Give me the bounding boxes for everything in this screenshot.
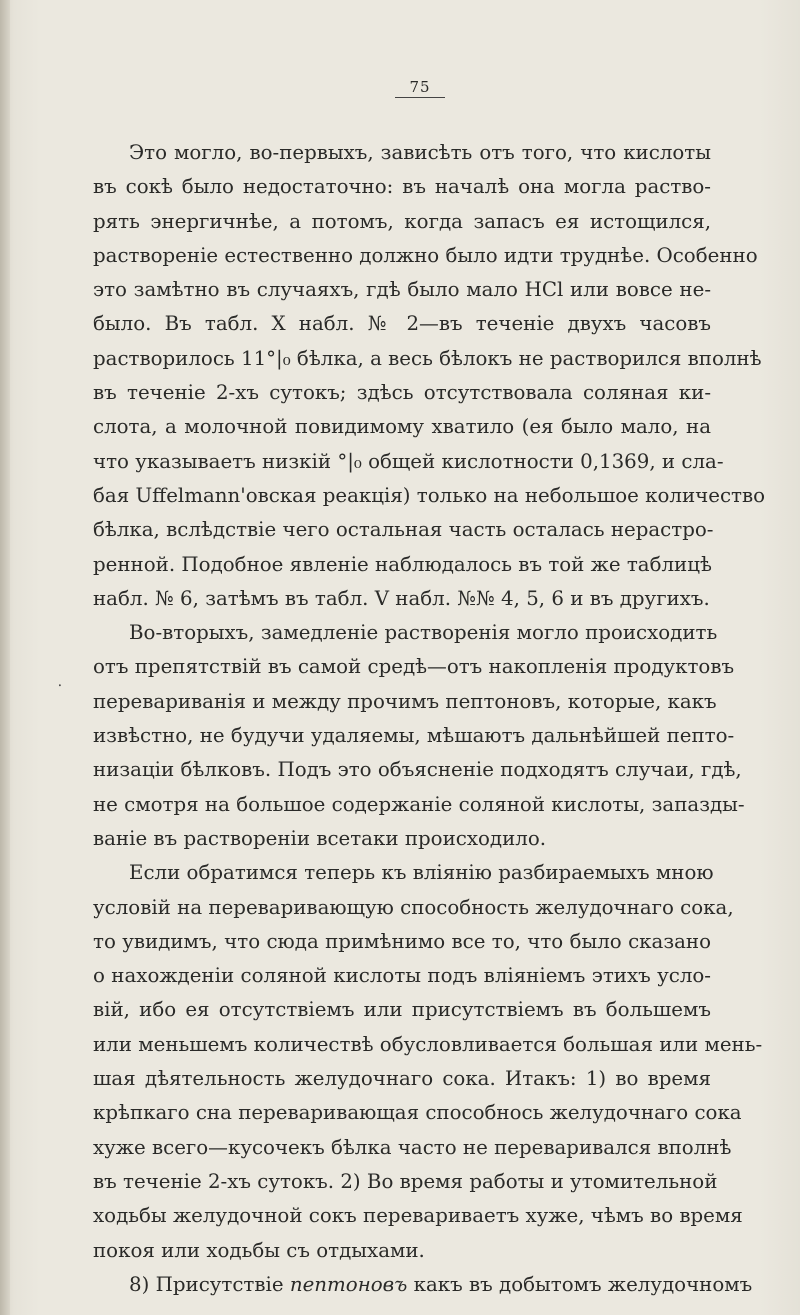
text-line: слота, а молочной повидимому хватило (ея было мало, на [93, 415, 711, 439]
text-line: ваніе въ раствореніи всетаки происходило. [93, 826, 547, 850]
text-line: извѣстно, не будучи удаляемы, мѣшаютъ дальнѣйшей пепто- [93, 724, 735, 748]
text-line: шая дѣятельность желудочнаго сока. Итакъ: 1) во время [93, 1067, 711, 1091]
body-text [93, 136, 766, 1302]
margin-mark: ⸱ [58, 678, 62, 694]
text-run: 8) Присутствіе [129, 1272, 290, 1296]
text-line: ренной. Подобное явленіе наблюдалось въ той же таблицѣ [93, 552, 712, 576]
text-line: ходьбы желудочной сокъ перевариваетъ хуже, чѣмъ во время [93, 1204, 743, 1228]
text-line: въ сокѣ было недостаточно: въ началѣ она могла раство- [93, 175, 711, 199]
italic-term: пептоновъ [289, 1272, 408, 1296]
text-line: вій, ибо ея отсутствіемъ или присутствіемъ въ большемъ [93, 998, 711, 1022]
text-line: что указываетъ низкій °|₀ общей кислотности 0,1369, и сла- [93, 449, 724, 473]
text-line: то увидимъ, что сюда примѣнимо все то, что было сказано [93, 929, 711, 953]
text-line: въ теченіе 2-хъ сутокъ; здѣсь отсутствовала соляная ки- [93, 381, 711, 405]
page-number [0, 78, 800, 98]
text-line: не смотря на большое содержаніе соляной кислоты, запазды- [93, 792, 745, 816]
text-line: это замѣтно въ случаяхъ, гдѣ было мало НСl или вовсе не- [93, 278, 711, 302]
text-line: покоя или ходьбы съ отдыхами. [93, 1238, 425, 1262]
text-line: набл. № 6, затѣмъ въ табл. V набл. №№ 4, 5, 6 и въ другихъ. [93, 586, 710, 610]
text-line: крѣпкаго сна переваривающая способнось желудочнаго сока [93, 1101, 742, 1125]
text-line [93, 1268, 753, 1302]
text-line: Это могло, во-первыхъ, зависѣть отъ того, что кислоты [129, 141, 711, 164]
text-line: перевариванія и между прочимъ пептоновъ, которые, какъ [93, 689, 717, 713]
text-line: растворилось 11°|₀ бѣлка, а весь бѣлокъ не растворился вполнѣ [93, 346, 762, 370]
text-line: о нахожденіи соляной кислоты подъ вліяніемъ этихъ усло- [93, 964, 711, 988]
text-line: въ теченіе 2-хъ сутокъ. 2) Во время работы и утомительной [93, 1169, 718, 1193]
text-line: бая Uffelmann'овская реакція) только на небольшое количество [93, 483, 766, 507]
text-line: условій на переваривающую способность желудочнаго сока, [93, 895, 734, 919]
text-run: какъ въ добытомъ желудочномъ [407, 1272, 753, 1296]
page-number-text: 75 [395, 78, 444, 98]
text-line: Во-вторыхъ, замедленіе растворенія могло происходить [129, 621, 718, 645]
text-line: Если обратимся теперь къ вліянію разбираемыхъ мною [129, 861, 714, 885]
page-spine-shadow [0, 0, 10, 1315]
text-line: хуже всего—кусочекъ бѣлка часто не переваривался вполнѣ [93, 1135, 732, 1159]
text-line: отъ препятствій въ самой средѣ—отъ накопленія продуктовъ [93, 655, 735, 679]
text-line: или меньшемъ количествѣ обусловливается большая или мень- [93, 1032, 763, 1056]
text-line: было. Въ табл. X набл. № 2—въ теченіе двухъ часовъ [93, 312, 711, 336]
text-line: рять энергичнѣе, а потомъ, когда запасъ ея истощился, [93, 209, 711, 233]
text-line: низаціи бѣлковъ. Подъ это объясненіе подходятъ случаи, гдѣ, [93, 758, 742, 782]
text-line: бѣлка, вслѣдствіе чего остальная часть осталась нерастро- [93, 518, 714, 542]
text-line: раствореніе естественно должно было идти труднѣе. Особенно [93, 243, 758, 267]
